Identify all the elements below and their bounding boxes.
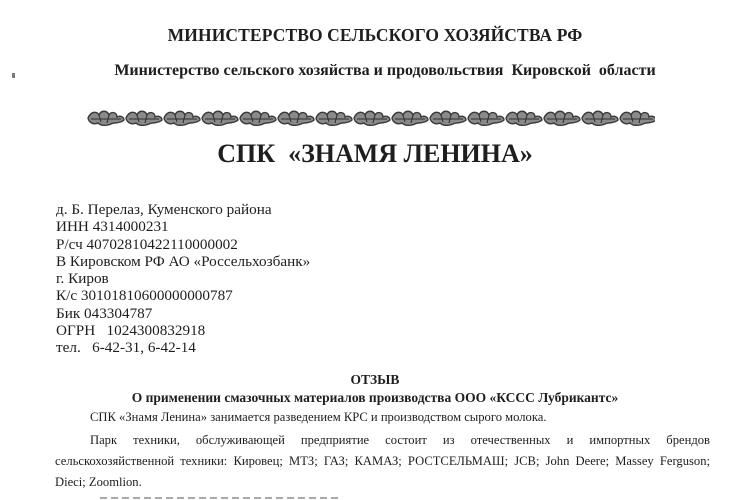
document-subtitle: О применении смазочных материалов производства ООО «КССС Лубрикантс»	[131, 390, 619, 405]
requisite-inn: ИНН 4314000231	[56, 218, 169, 236]
paragraph-intro: СПК «Знамя Ленина» занимается разведением КРС и производством сырого молока.	[90, 410, 547, 424]
requisites-block	[56, 201, 310, 357]
requisite-phone: тел. 6-42-31, 6-42-14	[56, 339, 196, 357]
requisite-bank: В Кировском РФ АО «Россельхозбанк»	[56, 252, 311, 270]
oak-leaf-garland-icon	[87, 107, 655, 127]
organization-name: СПК «ЗНАМЯ ЛЕНИНА»	[217, 139, 533, 168]
requisite-address: д. Б. Перелаз, Куменского района	[56, 201, 272, 218]
document-title: ОТЗЫВ	[350, 372, 400, 387]
requisite-ogrn: ОГРН 1024300832918	[56, 322, 206, 340]
regional-ministry-heading: Министерство сельского хозяйства и продовольствия Кировской области	[114, 62, 656, 79]
paragraph-machinery: Парк техники, обслуживающей предприятие состоит из отечественных и импортных брендов сельскохозяйственной техники: Кировец; МТЗ; ГАЗ; КАМАЗ; РОСТСЕЛЬМАШ; JCB; John Deere; Massey Ferguson; Dieci; Zoomlion.	[55, 433, 710, 489]
requisite-city: г. Киров	[56, 270, 109, 288]
clipped-text-line	[100, 493, 340, 500]
requisite-account: Р/сч 40702810422110000002	[56, 235, 238, 253]
requisite-corr-account: К/с 30101810600000000787	[56, 287, 233, 305]
requisite-bik: Бик 043304787	[56, 304, 153, 322]
ministry-heading: МИНИСТЕРСТВО СЕЛЬСКОГО ХОЗЯЙСТВА РФ	[167, 25, 583, 45]
